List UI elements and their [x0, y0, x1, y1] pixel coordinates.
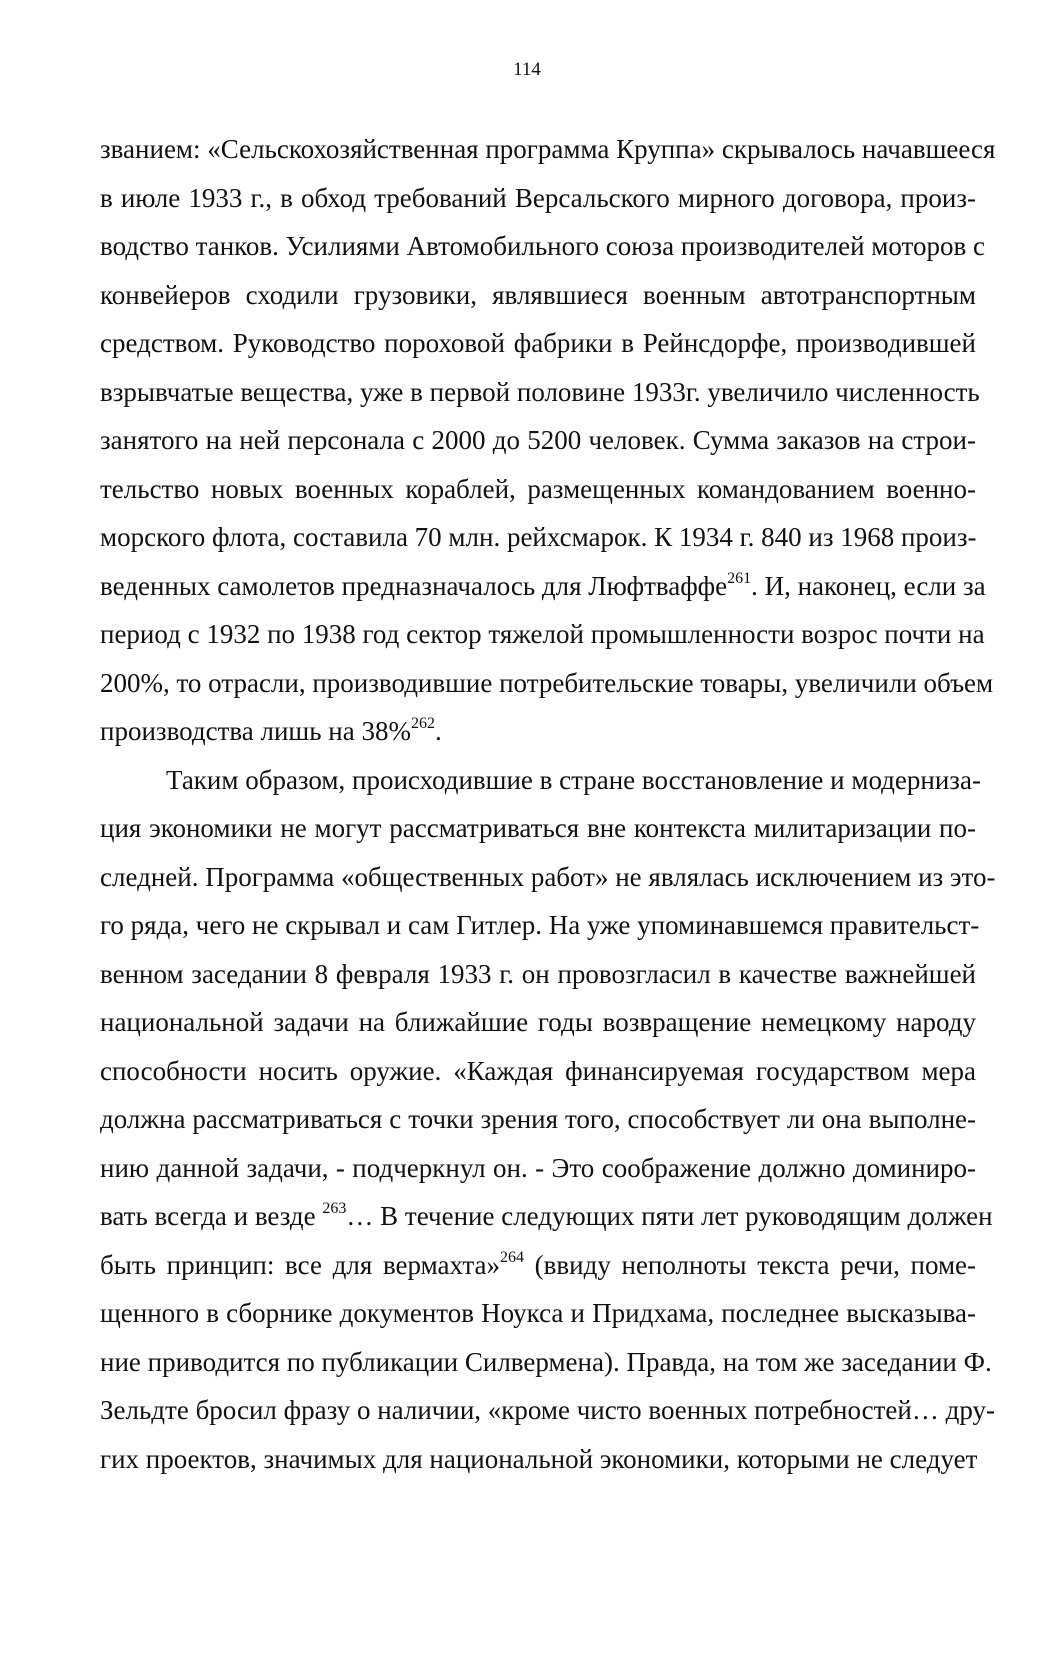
text-run: веденных самолетов предназначалось для Люфтваффе — [100, 570, 728, 601]
text-run: го ряда, чего не скрывал и сам Гитлер. На уже упоминавшемся правительст- — [100, 910, 980, 940]
footnote-ref: 262 — [410, 715, 435, 732]
text-run: вать всегда и везде — [100, 1201, 323, 1231]
text-run: следней. Программа «общественных работ» не являлась исключением из это- — [100, 861, 996, 892]
text-line — [100, 562, 986, 611]
text-line — [100, 1289, 976, 1338]
text-line — [100, 416, 976, 465]
text-run: способности носить оружие. «Каждая финансируемая государством мера — [100, 1055, 976, 1086]
text-run: нию данной задачи, - подчеркнул он. - Это соображение должно доминиро- — [100, 1152, 976, 1183]
text-run: гих проектов, значимых для национальной экономики, которыми не следует — [100, 1443, 978, 1474]
text-line — [100, 756, 981, 805]
footnote-ref: 264 — [499, 1248, 524, 1266]
text-line — [100, 610, 985, 659]
text-run: водство танков. Усилиями Автомобильного союза производителей моторов с — [100, 231, 985, 261]
text-run: средством. Руководство пороховой фабрики в Рейнсдорфе, производившей — [100, 328, 976, 358]
text-line — [100, 1435, 976, 1484]
text-run: венном заседании 8 февраля 1933 г. он провозгласил в качестве важнейшей — [100, 958, 976, 989]
text-run: (ввиду неполноты текста речи, поме- — [523, 1249, 977, 1280]
page-number: 114 — [513, 59, 541, 80]
text-run: Зельдте бросил фразу о наличии, «кроме чисто военных потребностей… дру- — [100, 1395, 995, 1425]
text-run: производства лишь на 38% — [100, 716, 411, 746]
text-line — [100, 465, 976, 514]
text-line — [100, 1095, 976, 1144]
footnote-ref: 263 — [322, 1200, 347, 1217]
text-line — [100, 1338, 992, 1387]
text-line — [100, 174, 976, 223]
paragraph — [100, 125, 996, 756]
text-line — [100, 222, 985, 271]
text-line — [100, 125, 996, 174]
text-run: . — [434, 716, 442, 746]
text-run: период с 1932 по 1938 год сектор тяжелой промышленности возрос почти на — [100, 619, 985, 649]
text-run: щенного в сборнике документов Ноукса и Придхама, последнее высказыва- — [100, 1298, 976, 1328]
text-run: конвейеров сходили грузовики, являвшиеся военным автотранспортным — [100, 279, 976, 310]
text-run: . И, наконец, если за — [751, 570, 986, 601]
text-run: в июле 1933 г., в обход требований Версальского мирного договора, произ- — [100, 182, 976, 213]
paragraph — [100, 756, 996, 1484]
text-line — [100, 1144, 976, 1193]
text-line — [100, 1241, 976, 1290]
text-line — [100, 368, 980, 417]
text-run: 200%, то отрасли, производившие потребительские товары, увеличили объем — [100, 667, 994, 698]
text-run: званием: «Сельскохозяйственная программа Круппа» скрывалось начавшееся — [100, 134, 996, 164]
body-text — [100, 125, 996, 1483]
text-line — [100, 319, 976, 368]
text-line — [100, 659, 994, 708]
text-line — [100, 804, 976, 853]
text-run: должна рассматриваться с точки зрения того, способствует ли она выполне- — [100, 1104, 976, 1134]
text-run: тельство новых военных кораблей, размещенных командованием военно- — [100, 473, 976, 504]
text-line — [100, 853, 996, 902]
text-run: Таким образом, происходившие в стране восстановление и модерниза- — [166, 764, 981, 795]
text-line — [100, 707, 976, 756]
text-run: взрывчатые вещества, уже в первой половине 1933г. увеличило численность — [100, 376, 980, 407]
text-line — [100, 950, 976, 999]
text-run: занятого на ней персонала с 2000 до 5200 человек. Сумма заказов на строи- — [100, 425, 976, 455]
text-run: морского флота, составила 70 млн. рейхсмарок. К 1934 г. 840 из 1968 произ- — [100, 522, 977, 552]
text-line — [100, 1047, 976, 1096]
text-line — [100, 1386, 995, 1435]
text-line — [100, 998, 976, 1047]
text-run: ция экономики не могут рассматриваться вне контекста милитаризации по- — [100, 813, 976, 843]
text-line — [100, 1192, 993, 1241]
text-line — [100, 271, 976, 320]
text-run: ние приводится по публикации Силвермена). Правда, на том же заседании Ф. — [100, 1346, 992, 1377]
text-line — [100, 901, 980, 950]
text-run: национальной задачи на ближайшие годы возвращение немецкому народу — [100, 1007, 976, 1037]
footnote-ref: 261 — [727, 569, 752, 587]
text-line — [100, 513, 976, 562]
text-run: быть принцип: все для вермахта» — [100, 1249, 500, 1280]
text-run: … В течение следующих пяти лет руководящим должен — [346, 1201, 993, 1231]
